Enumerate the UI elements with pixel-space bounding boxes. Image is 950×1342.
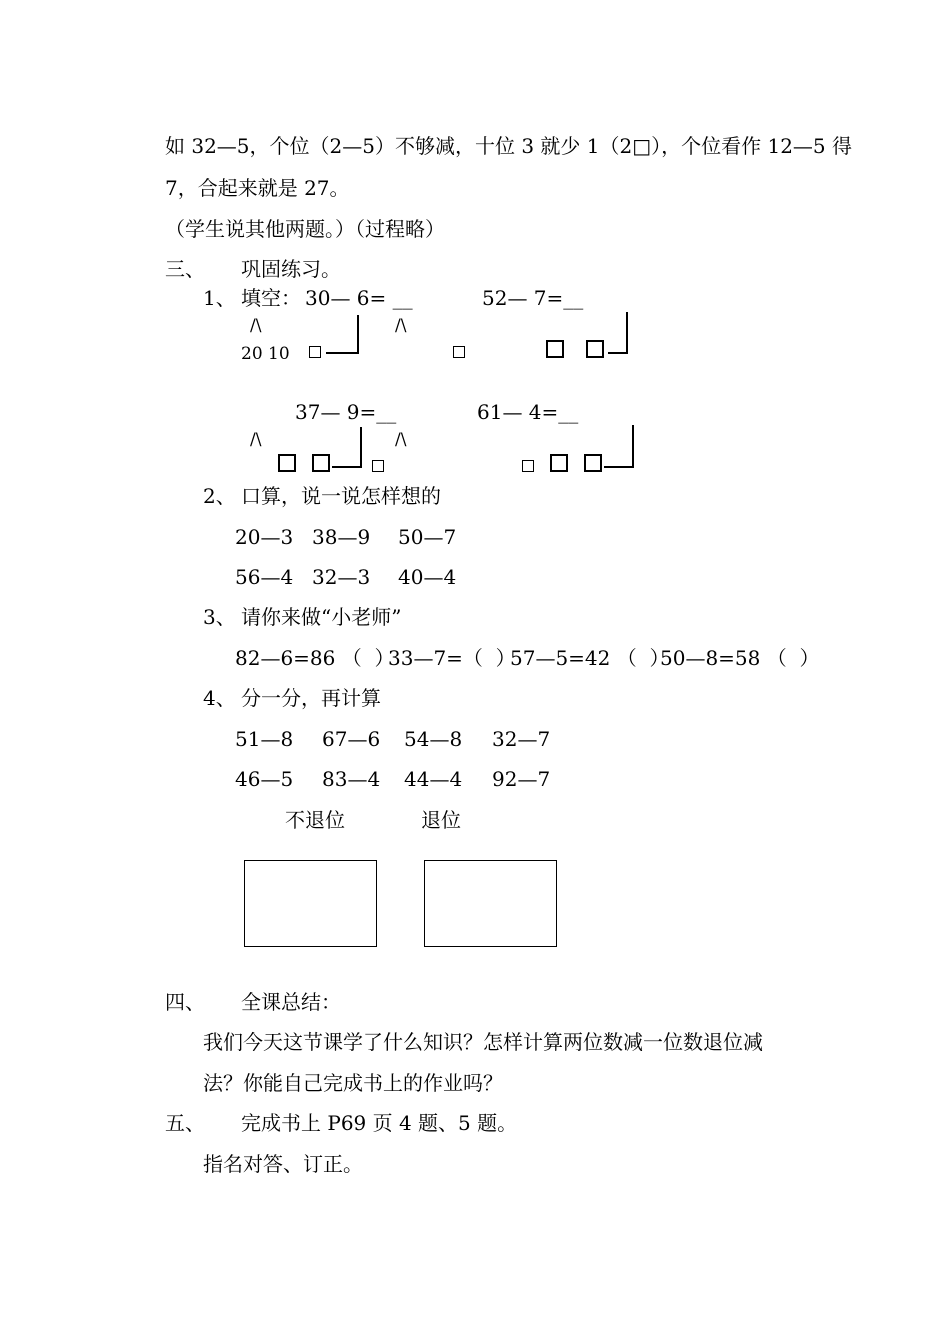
q3-item: 57—5=42 （ ） (510, 646, 670, 670)
q3-item: 50—8=58 （ ） (660, 646, 820, 670)
q4-item: 46—5 (235, 767, 294, 791)
q4-number: 4、 (203, 686, 236, 710)
q2-item: 50—7 (398, 525, 457, 549)
q1-equation-3: 37— 9=__ (295, 400, 397, 424)
section4-title: 全课总结： (241, 990, 341, 1014)
answer-box (278, 454, 296, 472)
split-mark-4: /\ (395, 430, 407, 450)
q3-item: 33—7=（ ） (388, 646, 516, 670)
section3-number: 三、 (165, 257, 205, 281)
no-borrow-answer-box (244, 860, 377, 947)
q2-item: 40—4 (398, 565, 457, 589)
section4-number: 四、 (165, 990, 205, 1014)
bracket-line (608, 352, 628, 354)
q4-item: 83—4 (322, 767, 381, 791)
q1-equation-2: 52— 7=__ (482, 286, 584, 310)
answer-box (584, 454, 602, 472)
intro-line-2: 7，合起来就是 27。 (165, 176, 350, 200)
intro-line-3: （学生说其他两题。）（过程略） (165, 217, 445, 241)
split-mark-2: /\ (395, 316, 407, 336)
q4-item: 92—7 (492, 767, 551, 791)
q4-item: 67—6 (322, 727, 381, 751)
answer-box (312, 454, 330, 472)
section3-title: 巩固练习。 (241, 257, 341, 281)
split-parts: 20 10 (241, 344, 290, 364)
answer-box (522, 460, 534, 472)
answer-box (550, 454, 568, 472)
q3-item: 82—6=86 （ ） (235, 646, 395, 670)
q4-item: 54—8 (404, 727, 463, 751)
label-borrow: 退位 (421, 808, 461, 832)
q2-item: 38—9 (312, 525, 371, 549)
bracket-line (632, 425, 634, 468)
q1-equation-4: 61— 4=__ (477, 400, 579, 424)
q1-label: 填空： (241, 286, 301, 310)
q4-title: 分一分，再计算 (241, 686, 381, 710)
section4-line-1: 我们今天这节课学了什么知识？怎样计算两位数减一位数退位减 (203, 1030, 763, 1054)
answer-box (586, 340, 604, 358)
answer-box (546, 340, 564, 358)
answer-box (372, 460, 384, 472)
q2-item: 56—4 (235, 565, 294, 589)
split-mark-1: /\ (250, 316, 262, 336)
q2-number: 2、 (203, 484, 236, 508)
intro-line-1: 如 32—5，个位（2—5）不够减，十位 3 就少 1（2□），个位看作 12—5 得 (165, 134, 853, 158)
q4-item: 32—7 (492, 727, 551, 751)
q2-title: 口算，说一说怎样想的 (241, 484, 441, 508)
q4-item: 51—8 (235, 727, 294, 751)
section4-line-2: 法？你能自己完成书上的作业吗？ (203, 1071, 503, 1095)
q1-number: 1、 (203, 286, 236, 310)
bracket-line (360, 427, 362, 468)
bracket-line (326, 352, 358, 354)
bracket-line (357, 315, 359, 354)
q2-item: 20—3 (235, 525, 294, 549)
answer-box (309, 346, 321, 358)
bracket-line (332, 466, 362, 468)
q1-equation-1: 30— 6= __ (305, 286, 413, 310)
bracket-line (626, 312, 628, 354)
section5-line: 指名对答、订正。 (203, 1152, 363, 1176)
q3-number: 3、 (203, 605, 236, 629)
bracket-line (604, 466, 634, 468)
section5-title: 完成书上 P69 页 4 题、5 题。 (241, 1111, 518, 1135)
label-no-borrow: 不退位 (285, 808, 345, 832)
q2-item: 32—3 (312, 565, 371, 589)
borrow-answer-box (424, 860, 557, 947)
q4-item: 44—4 (404, 767, 463, 791)
split-mark-3: /\ (250, 430, 262, 450)
section5-number: 五、 (165, 1111, 205, 1135)
q3-title: 请你来做“小老师” (241, 605, 402, 629)
answer-box (453, 346, 465, 358)
